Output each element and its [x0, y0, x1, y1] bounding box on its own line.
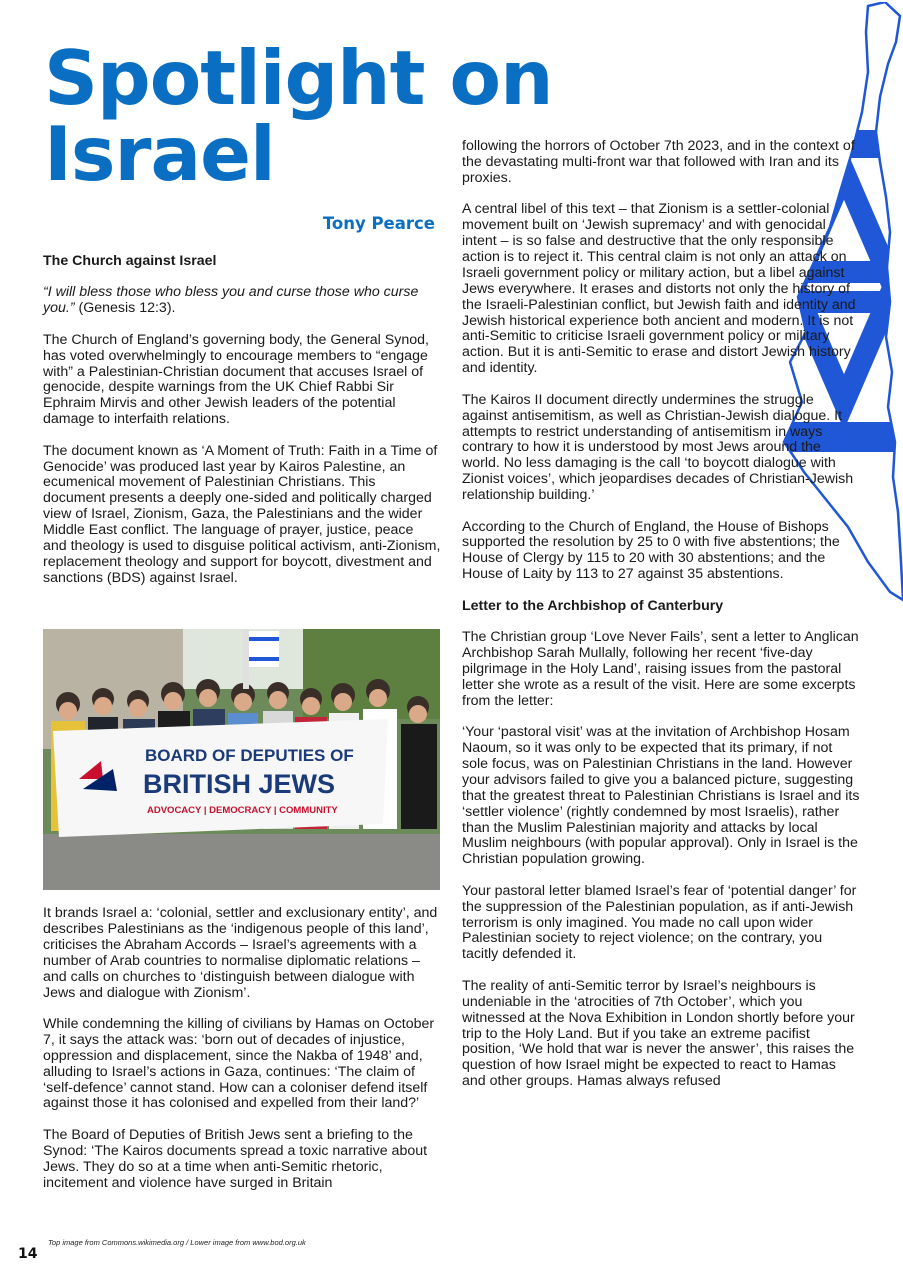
quote-reference: (Genesis 12:3). — [74, 300, 176, 317]
march-photo — [43, 629, 440, 890]
page-number: 14 — [18, 1246, 38, 1262]
paragraph: The Christian group ‘Love Never Fails’, sent a letter to Anglican Archbishop Sarah Mullally, following her recent ‘five-day pilgrimage in the Holy Land’, raising issues from the pastoral letter she wrote as a result of the visit. Here are some excerpts from the letter: — [462, 629, 859, 709]
left-column-lower — [43, 906, 441, 1192]
banner-text-2: BRITISH JEWS — [143, 769, 336, 799]
paragraph: The reality of anti-Semitic terror by Israel’s neighbours is undeniable in the ‘atrocities of 7th October’, which you witnessed at the Nova Exhibition in London shortly before your trip to the Holy Land. But if you take an extreme pacifist position, ‘We hold that war is never the answer’, this raises the question of how Israel might be expected to react to Hamas and other groups. Hamas always refused — [462, 977, 855, 1090]
paragraph: It brands Israel a: ‘colonial, settler and exclusionary entity’, and describes Palestinians as the ‘indigenous people of this land’, criticises the Abraham Accords – Israel’s agreements with a number of Arab countries to normalise diplomatic relations – and calls on churches to ‘distinguish between dialogue with Jews and dialogue with Zionism’. — [43, 905, 438, 1001]
paragraph: ‘Your ‘pastoral visit’ was at the invitation of Archbishop Hosam Naoum, so it was only to be expected that its primary, if not sole focus, was on Palestinian Christians in the land. However your advisors failed to give you a balanced picture, suggesting that the greatest threat to Palestinian Christians is Israel and its ‘settler violence’ (rightly condemned by most Israelis), rather than the Muslim Palestinian majority and attacks by local Muslim neighbours (with popular approval). Only in Israel is the Christian population growing. — [462, 724, 860, 868]
paragraph: Your pastoral letter blamed Israel’s fear of ‘potential danger’ for the suppression of the Palestinian population, as if anti-Jewish terrorism is only imagined. You made no call upon wider Palestinian society to reject violence; on the contrary, you tacitly defended it. — [462, 882, 857, 963]
author-byline: Tony Pearce — [322, 214, 435, 233]
quote-text: “I will bless those who bless you and curse those who curse you.” — [43, 284, 419, 317]
paragraph: While condemning the killing of civilians by Hamas on October 7, it says the attack was: ‘born out of decades of injustice, oppression and displacement, since the Nakba of 1948’ and, alluding to Israel’s actions in Gaza, continues: ‘The claim of ‘self-defence’ cannot stand. How can a coloniser defend itself against those it has colonised and expelled from their land?’ — [43, 1015, 435, 1112]
paragraph: According to the Church of England, the House of Bishops supported the resolution by 25 to 0 with five abstentions; the House of Clergy by 115 to 20 with 30 abstentions; and the House of Laity by 113 to 27 against 35 abstentions. — [462, 518, 840, 583]
paragraph: following the horrors of October 7th 2023, and in the context of the devastating multi-front war that followed with Iran and its proxies. — [462, 138, 855, 186]
section-heading: Letter to the Archbishop of Canterbury — [462, 597, 724, 614]
paragraph: The Church of England’s governing body, the General Synod, has voted overwhelmingly to encourage members to “engage with” a Palestinian-Christian document that accuses Israel of genocide, despite warnings from the UK Chief Rabbi Sir Ephraim Mirvis and other Jewish leaders of the potential damage to interfaith relations. — [43, 331, 429, 428]
scripture-quote — [43, 285, 441, 317]
title-line-1: Spotlight on — [44, 34, 553, 122]
paragraph: The document known as ‘A Moment of Truth: Faith in a Time of Genocide’ was produced last year by Kairos Palestine, an ecumenical movement of Palestinian Christians. This document presents a deeply one-sided and politically charged view of Israel, Zionism, Gaza, the Palestinians and the wider Middle East conflict. The language of prayer, justice, peace and theology is used to disguise political activism, anti-Zionism, replacement theology and support for boycott, divestment and sanctions (BDS) against Israel. — [43, 442, 441, 586]
banner-text-3: ADVOCACY | DEMOCRACY | COMMUNITY — [147, 805, 338, 816]
banner-text-1: BOARD OF DEPUTIES OF — [145, 746, 354, 765]
paragraph: The Board of Deputies of British Jews sent a briefing to the Synod: ‘The Kairos documents spread a toxic narrative about Jews. They do so at a time when anti-Semitic rhetoric, incitement and violence have surged in Britain — [43, 1126, 428, 1191]
right-column — [462, 139, 862, 1090]
section-heading: The Church against Israel — [43, 253, 217, 269]
left-column — [43, 254, 441, 587]
paragraph: The Kairos II document directly undermines the struggle against antisemitism, as well as Christian-Jewish dialogue. It attempts to restrict understanding of antisemitism in ways contrary to how it is understood by most Jews around the world. No less damaging is the call ‘to boycott dialogue with Zionist voices’, which jeopardises decades of Christian-Jewish relationship building.’ — [462, 391, 854, 504]
paragraph: A central libel of this text – that Zionism is a settler-colonial movement built on ‘Jewish supremacy’ and with genocidal intent – is so false and destructive that the only responsible action is to reject it. This central claim is not only an attack on Israeli government policy or military action, but a libel against Jews everywhere. It erases and distorts not only the history of the Israeli-Palestinian conflict, but Jewish faith and identity and Jewish historical experience both ancient and modern. It is not anti-Semitic to criticise Israeli government policy or military action. But it is anti-Semitic to erase and distort Jewish history and identity. — [462, 201, 856, 377]
title-line-2: Israel — [44, 110, 275, 198]
image-credit: Top image from Commons.wikimedia.org / Lower image from www.bod.org.uk — [48, 1238, 306, 1247]
